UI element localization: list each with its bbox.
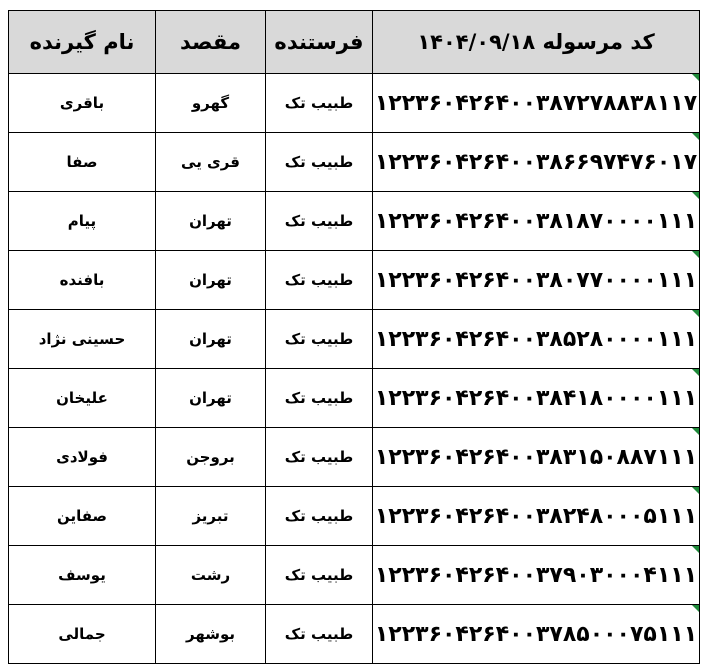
cell-sender[interactable]: طبیب تک [266,487,373,546]
cell-code[interactable] [373,487,700,546]
cell-code[interactable] [373,251,700,310]
cell-code-text: ۱۲۲۳۶۰۴۲۶۴۰۰۳۸۴۱۸۰۰۰۰۱۱۱ [374,385,698,411]
cell-recipient[interactable]: حسینی نژاد [9,310,156,369]
cell-destination[interactable]: رشت [156,546,266,605]
cell-code[interactable] [373,74,700,133]
table-row [9,251,700,310]
cell-code[interactable] [373,428,700,487]
header-destination[interactable]: مقصد [156,11,266,74]
cell-code-text: ۱۲۲۳۶۰۴۲۶۴۰۰۳۷۸۵۰۰۰۷۵۱۱۱ [374,621,698,647]
cell-code-text: ۱۲۲۳۶۰۴۲۶۴۰۰۳۸۰۷۷۰۰۰۰۱۱۱ [374,267,698,293]
cell-code[interactable] [373,310,700,369]
table-row [9,487,700,546]
cell-code[interactable] [373,369,700,428]
table-row [9,605,700,664]
cell-destination[interactable]: گهرو [156,74,266,133]
cell-sender[interactable]: طبیب تک [266,251,373,310]
table-row [9,546,700,605]
cell-sender[interactable]: طبیب تک [266,369,373,428]
cell-recipient[interactable]: صفاین [9,487,156,546]
table-row [9,428,700,487]
cell-recipient[interactable]: جمالی [9,605,156,664]
cell-recipient[interactable]: باقری [9,74,156,133]
cell-recipient[interactable]: بافنده [9,251,156,310]
header-code[interactable]: کد مرسوله ۱۴۰۴/۰۹/۱۸ [373,11,700,74]
cell-recipient[interactable]: یوسف [9,546,156,605]
number-as-text-indicator-icon [692,605,699,612]
number-as-text-indicator-icon [692,487,699,494]
cell-code-text: ۱۲۲۳۶۰۴۲۶۴۰۰۳۸۵۲۸۰۰۰۰۱۱۱ [374,326,698,352]
cell-sender[interactable]: طبیب تک [266,133,373,192]
cell-code-text: ۱۲۲۳۶۰۴۲۶۴۰۰۳۷۹۰۳۰۰۰۴۱۱۱ [374,562,698,588]
cell-recipient[interactable]: علیخان [9,369,156,428]
cell-code[interactable] [373,546,700,605]
number-as-text-indicator-icon [692,251,699,258]
header-sender[interactable]: فرستنده [266,11,373,74]
table-body [9,74,700,664]
number-as-text-indicator-icon [692,369,699,376]
number-as-text-indicator-icon [692,133,699,140]
cell-recipient[interactable]: فولادی [9,428,156,487]
cell-sender[interactable]: طبیب تک [266,546,373,605]
table-row [9,192,700,251]
cell-destination[interactable]: بروجن [156,428,266,487]
cell-destination[interactable]: تبریز [156,487,266,546]
cell-recipient[interactable]: پیام [9,192,156,251]
cell-destination[interactable]: بوشهر [156,605,266,664]
cell-code-text: ۱۲۲۳۶۰۴۲۶۴۰۰۳۸۳۱۵۰۸۸۷۱۱۱ [374,444,698,470]
cell-sender[interactable]: طبیب تک [266,428,373,487]
cell-code-text: ۱۲۲۳۶۰۴۲۶۴۰۰۳۸۷۲۷۸۸۳۸۱۱۷ [374,90,698,116]
cell-sender[interactable]: طبیب تک [266,74,373,133]
cell-destination[interactable]: تهران [156,310,266,369]
table-row [9,369,700,428]
cell-code-text: ۱۲۲۳۶۰۴۲۶۴۰۰۳۸۱۸۷۰۰۰۰۱۱۱ [374,208,698,234]
number-as-text-indicator-icon [692,74,699,81]
cell-recipient[interactable]: صفا [9,133,156,192]
header-recipient[interactable]: نام گیرنده [9,11,156,74]
cell-sender[interactable]: طبیب تک [266,192,373,251]
number-as-text-indicator-icon [692,428,699,435]
shipment-table [8,10,700,664]
number-as-text-indicator-icon [692,192,699,199]
cell-code[interactable] [373,605,700,664]
cell-code[interactable] [373,133,700,192]
number-as-text-indicator-icon [692,546,699,553]
cell-destination[interactable]: قری یی [156,133,266,192]
cell-sender[interactable]: طبیب تک [266,605,373,664]
cell-destination[interactable]: تهران [156,192,266,251]
table-row [9,74,700,133]
cell-code[interactable] [373,192,700,251]
number-as-text-indicator-icon [692,310,699,317]
cell-destination[interactable]: تهران [156,251,266,310]
cell-destination[interactable]: تهران [156,369,266,428]
cell-code-text: ۱۲۲۳۶۰۴۲۶۴۰۰۳۸۶۶۹۷۴۷۶۰۱۷ [374,149,698,175]
table-row [9,133,700,192]
table-row [9,310,700,369]
cell-code-text: ۱۲۲۳۶۰۴۲۶۴۰۰۳۸۲۴۸۰۰۰۵۱۱۱ [374,503,698,529]
header-row [9,11,700,74]
cell-sender[interactable]: طبیب تک [266,310,373,369]
